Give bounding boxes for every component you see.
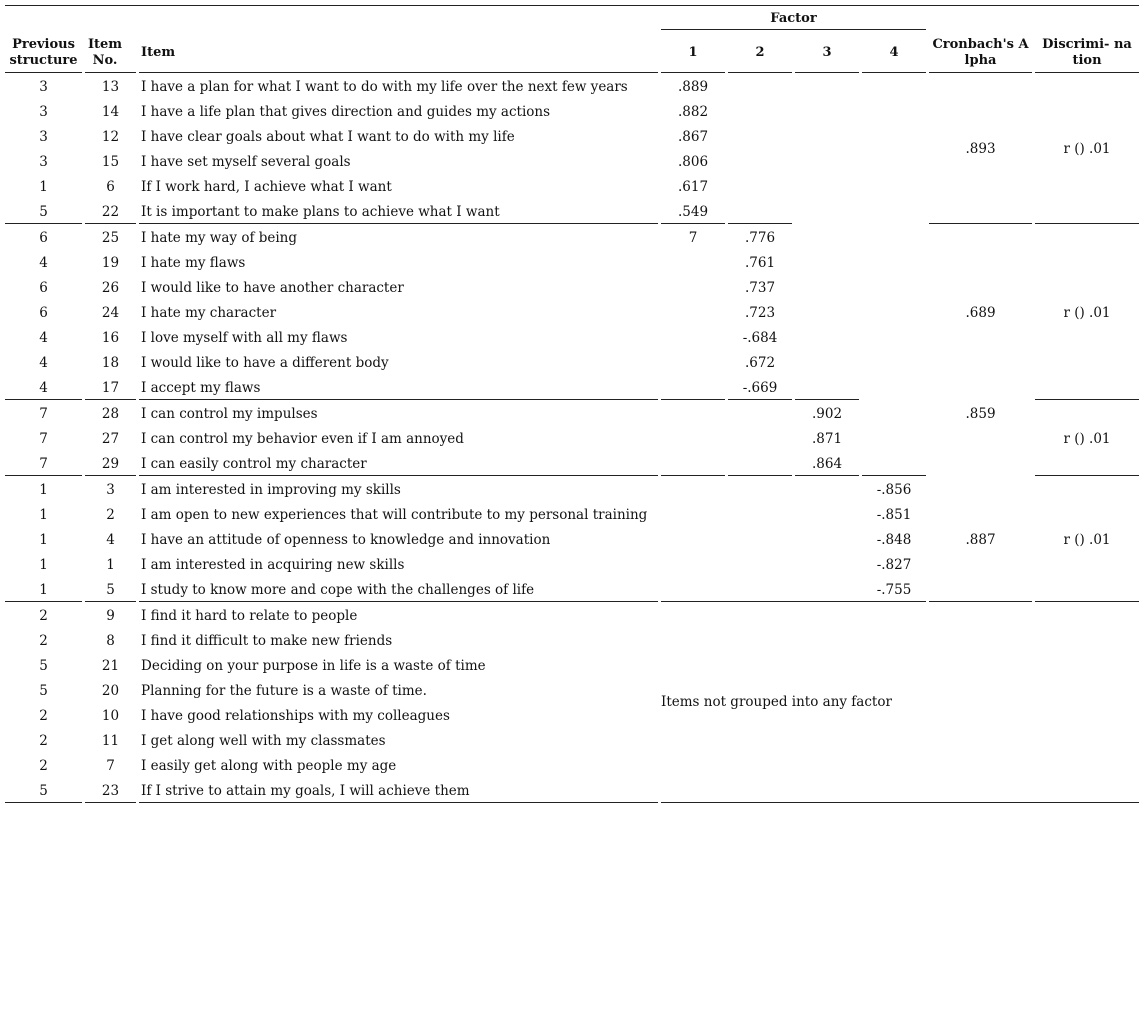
row-item-number: 17 bbox=[101, 380, 120, 396]
header-factor-1: 1 bbox=[688, 45, 698, 60]
row-loading-f2: .776 bbox=[744, 230, 776, 246]
group-rule bbox=[795, 399, 859, 400]
row-loading-f1: .889 bbox=[677, 79, 709, 95]
row-item-number: 7 bbox=[106, 758, 115, 774]
row-previous-structure: 2 bbox=[39, 633, 48, 649]
row-item-number: 25 bbox=[101, 230, 120, 246]
group-rule bbox=[795, 475, 859, 476]
bottom-rule bbox=[85, 802, 136, 803]
header-bottom-rule bbox=[85, 72, 136, 73]
row-previous-structure: 6 bbox=[39, 305, 48, 321]
group-rule bbox=[85, 601, 136, 602]
group-rule bbox=[728, 475, 792, 476]
row-previous-structure: 5 bbox=[39, 783, 48, 799]
header-bottom-rule bbox=[795, 72, 859, 73]
group-rule bbox=[929, 601, 1032, 602]
row-loading-f4: -.755 bbox=[876, 582, 912, 598]
row-item-text: I have a life plan that gives direction and guides my actions bbox=[141, 104, 551, 120]
row-previous-structure: 4 bbox=[39, 355, 48, 371]
row-item-text: I easily get along with people my age bbox=[141, 758, 397, 774]
bottom-rule bbox=[5, 802, 82, 803]
row-item-text: I hate my flaws bbox=[141, 255, 246, 271]
header-bottom-rule bbox=[5, 72, 82, 73]
group-rule bbox=[5, 223, 82, 224]
row-loading-f2: .761 bbox=[744, 255, 776, 271]
row-loading-f3: .864 bbox=[811, 456, 843, 472]
header-bottom-rule bbox=[139, 72, 658, 73]
group-rule bbox=[85, 223, 136, 224]
group-cronbach-alpha: .859 bbox=[965, 406, 996, 422]
row-item-number: 27 bbox=[101, 431, 120, 447]
row-item-text: If I strive to attain my goals, I will achieve them bbox=[141, 783, 470, 799]
row-item-text: I am open to new experiences that will contribute to my personal training bbox=[141, 507, 648, 523]
row-item-number: 2 bbox=[106, 507, 115, 523]
row-item-text: If I work hard, I achieve what I want bbox=[141, 179, 392, 195]
row-previous-structure: 3 bbox=[39, 104, 48, 120]
row-item-text: I accept my flaws bbox=[141, 380, 261, 396]
group-rule bbox=[661, 399, 725, 400]
row-item-text: I can easily control my character bbox=[141, 456, 367, 472]
group-discrimination: r () .01 bbox=[1063, 305, 1111, 321]
row-item-text: I hate my way of being bbox=[141, 230, 298, 246]
row-item-number: 28 bbox=[101, 406, 120, 422]
row-item-text: I have set myself several goals bbox=[141, 154, 351, 170]
row-item-number: 19 bbox=[101, 255, 120, 271]
row-item-number: 23 bbox=[101, 783, 120, 799]
group-rule bbox=[1035, 601, 1139, 602]
row-item-number: 1 bbox=[106, 557, 115, 573]
row-loading-f2: .672 bbox=[744, 355, 776, 371]
group-rule bbox=[1035, 399, 1139, 400]
row-item-number: 3 bbox=[106, 482, 115, 498]
row-previous-structure: 2 bbox=[39, 708, 48, 724]
group-rule bbox=[139, 601, 658, 602]
group-rule bbox=[5, 601, 82, 602]
group-rule bbox=[862, 475, 926, 476]
row-loading-f4: -.856 bbox=[876, 482, 912, 498]
group-rule bbox=[728, 223, 792, 224]
row-item-number: 29 bbox=[101, 456, 120, 472]
header-cronbach-alpha: Cronbach's A lpha bbox=[932, 37, 1029, 68]
group-rule bbox=[139, 223, 658, 224]
bottom-rule bbox=[661, 802, 1139, 803]
row-previous-structure: 3 bbox=[39, 154, 48, 170]
not-grouped-note: Items not grouped into any factor bbox=[661, 694, 892, 710]
row-item-number: 12 bbox=[101, 129, 120, 145]
row-item-text: I can control my impulses bbox=[141, 406, 318, 422]
row-item-number: 15 bbox=[101, 154, 120, 170]
row-item-text: I have a plan for what I want to do with my life over the next few years bbox=[141, 79, 628, 95]
row-item-text: I have good relationships with my colleagues bbox=[141, 708, 450, 724]
row-loading-f3: .902 bbox=[811, 406, 843, 422]
row-loading-f1: .806 bbox=[677, 154, 709, 170]
row-previous-structure: 2 bbox=[39, 608, 48, 624]
row-previous-structure: 1 bbox=[39, 507, 48, 523]
row-loading-f1: .882 bbox=[677, 104, 709, 120]
row-item-number: 5 bbox=[106, 582, 115, 598]
header-item-no: Item No. bbox=[87, 37, 123, 68]
row-loading-f4: -.848 bbox=[876, 532, 912, 548]
row-item-text: Planning for the future is a waste of time. bbox=[141, 683, 427, 699]
group-rule bbox=[1035, 223, 1139, 224]
row-item-text: I can control my behavior even if I am annoyed bbox=[141, 431, 464, 447]
row-loading-f1: 7 bbox=[688, 230, 698, 246]
row-item-text: I would like to have a different body bbox=[141, 355, 389, 371]
header-bottom-rule bbox=[929, 72, 1032, 73]
row-loading-f2: .723 bbox=[744, 305, 776, 321]
group-discrimination: r () .01 bbox=[1063, 431, 1111, 447]
header-factor: Factor bbox=[770, 11, 817, 26]
row-loading-f2: -.669 bbox=[742, 380, 778, 396]
group-rule bbox=[728, 399, 792, 400]
row-item-number: 8 bbox=[106, 633, 115, 649]
row-previous-structure: 1 bbox=[39, 582, 48, 598]
row-previous-structure: 5 bbox=[39, 683, 48, 699]
group-rule bbox=[139, 399, 658, 400]
row-loading-f1: .867 bbox=[677, 129, 709, 145]
row-item-text: I find it difficult to make new friends bbox=[141, 633, 393, 649]
row-previous-structure: 7 bbox=[39, 406, 48, 422]
row-previous-structure: 1 bbox=[39, 179, 48, 195]
row-previous-structure: 1 bbox=[39, 532, 48, 548]
group-rule bbox=[1035, 475, 1139, 476]
row-item-number: 20 bbox=[101, 683, 120, 699]
row-loading-f4: -.851 bbox=[876, 507, 912, 523]
row-item-text: I would like to have another character bbox=[141, 280, 404, 296]
row-previous-structure: 6 bbox=[39, 230, 48, 246]
row-item-text: I have an attitude of openness to knowledge and innovation bbox=[141, 532, 551, 548]
row-loading-f4: -.827 bbox=[876, 557, 912, 573]
row-previous-structure: 4 bbox=[39, 380, 48, 396]
group-rule bbox=[85, 399, 136, 400]
bottom-rule bbox=[139, 802, 658, 803]
header-factor-2: 2 bbox=[755, 45, 765, 60]
group-rule bbox=[661, 601, 926, 602]
row-item-number: 21 bbox=[101, 658, 120, 674]
row-previous-structure: 2 bbox=[39, 733, 48, 749]
row-previous-structure: 5 bbox=[39, 204, 48, 220]
row-item-number: 18 bbox=[101, 355, 120, 371]
row-previous-structure: 4 bbox=[39, 255, 48, 271]
row-item-text: Deciding on your purpose in life is a waste of time bbox=[141, 658, 486, 674]
row-previous-structure: 1 bbox=[39, 482, 48, 498]
row-item-number: 4 bbox=[106, 532, 115, 548]
row-item-text: I study to know more and cope with the challenges of life bbox=[141, 582, 535, 598]
row-loading-f2: .737 bbox=[744, 280, 776, 296]
factor-rule bbox=[661, 29, 926, 30]
row-previous-structure: 2 bbox=[39, 758, 48, 774]
row-item-number: 22 bbox=[101, 204, 120, 220]
header-bottom-rule bbox=[661, 72, 725, 73]
row-previous-structure: 6 bbox=[39, 280, 48, 296]
group-rule bbox=[139, 475, 658, 476]
group-rule bbox=[85, 475, 136, 476]
row-item-text: I am interested in improving my skills bbox=[141, 482, 401, 498]
group-discrimination: r () .01 bbox=[1063, 141, 1111, 157]
row-previous-structure: 7 bbox=[39, 456, 48, 472]
row-previous-structure: 4 bbox=[39, 330, 48, 346]
row-loading-f3: .871 bbox=[811, 431, 843, 447]
row-item-text: It is important to make plans to achieve what I want bbox=[141, 204, 500, 220]
row-item-text: I love myself with all my flaws bbox=[141, 330, 348, 346]
row-item-number: 16 bbox=[101, 330, 120, 346]
row-item-text: I have clear goals about what I want to do with my life bbox=[141, 129, 515, 145]
header-item: Item bbox=[141, 45, 176, 60]
row-previous-structure: 3 bbox=[39, 79, 48, 95]
row-previous-structure: 5 bbox=[39, 658, 48, 674]
row-item-number: 24 bbox=[101, 305, 120, 321]
group-rule bbox=[5, 399, 82, 400]
header-bottom-rule bbox=[862, 72, 926, 73]
row-item-text: I am interested in acquiring new skills bbox=[141, 557, 405, 573]
group-cronbach-alpha: .689 bbox=[965, 305, 996, 321]
header-previous-structure: Previous structure bbox=[9, 37, 78, 68]
row-item-number: 11 bbox=[101, 733, 120, 749]
header-factor-4: 4 bbox=[889, 45, 899, 60]
row-item-number: 10 bbox=[101, 708, 120, 724]
row-item-number: 6 bbox=[106, 179, 115, 195]
group-cronbach-alpha: .893 bbox=[965, 141, 996, 157]
group-rule bbox=[5, 475, 82, 476]
header-bottom-rule bbox=[1035, 72, 1139, 73]
row-loading-f1: .549 bbox=[677, 204, 709, 220]
group-discrimination: r () .01 bbox=[1063, 532, 1111, 548]
row-item-number: 9 bbox=[106, 608, 115, 624]
row-item-number: 14 bbox=[101, 104, 120, 120]
row-loading-f2: -.684 bbox=[742, 330, 778, 346]
header-bottom-rule bbox=[728, 72, 792, 73]
row-previous-structure: 3 bbox=[39, 129, 48, 145]
row-item-number: 13 bbox=[101, 79, 120, 95]
top-rule bbox=[5, 5, 1139, 6]
group-rule bbox=[661, 223, 725, 224]
row-item-text: I get along well with my classmates bbox=[141, 733, 386, 749]
group-rule bbox=[929, 223, 1032, 224]
row-item-text: I hate my character bbox=[141, 305, 277, 321]
header-factor-3: 3 bbox=[822, 45, 832, 60]
row-item-text: I find it hard to relate to people bbox=[141, 608, 358, 624]
row-item-number: 26 bbox=[101, 280, 120, 296]
row-previous-structure: 7 bbox=[39, 431, 48, 447]
group-cronbach-alpha: .887 bbox=[965, 532, 996, 548]
row-previous-structure: 1 bbox=[39, 557, 48, 573]
header-discrimination: Discrimi- na tion bbox=[1042, 37, 1132, 68]
row-loading-f1: .617 bbox=[677, 179, 709, 195]
group-rule bbox=[661, 475, 725, 476]
